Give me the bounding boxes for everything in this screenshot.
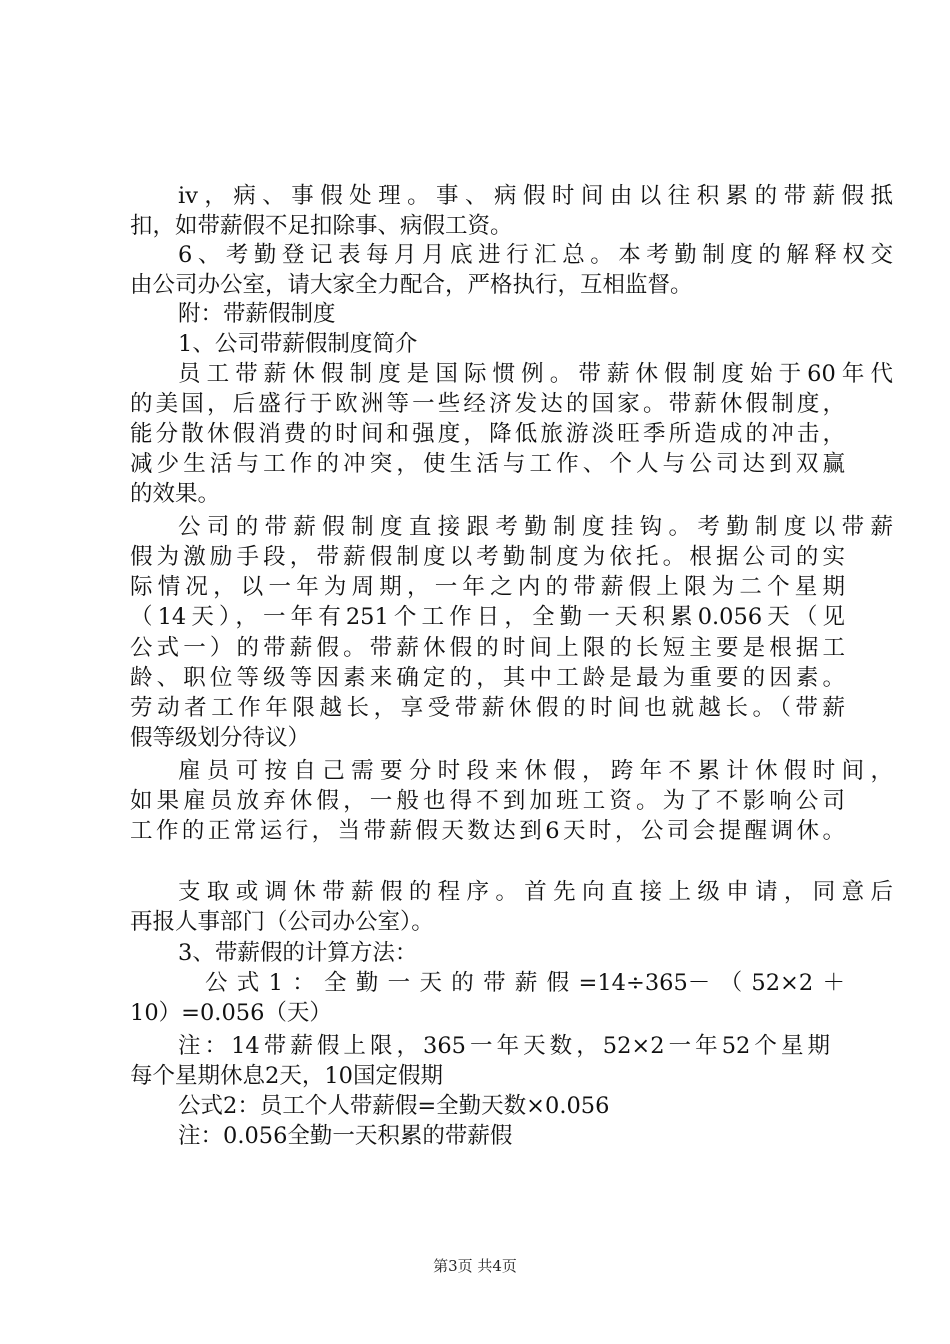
- section-heading: 1、公司带薪假制度简介: [178, 331, 418, 357]
- paragraph-line: 扣，如带薪假不足扣除事、病假工资。: [130, 213, 513, 239]
- paragraph-line: 6、考勤登记表每月月底进行汇总。本考勤制度的解释权交: [178, 242, 893, 268]
- section-heading: 附：带薪假制度: [178, 301, 336, 327]
- paragraph-line: 由公司办公室，请大家全力配合，严格执行，互相监督。: [130, 272, 693, 298]
- formula-line: 10）=0.056（天）: [130, 1000, 332, 1026]
- paragraph-line: 能分散休假消费的时间和强度，降低旅游淡旺季所造成的冲击，: [130, 421, 845, 447]
- paragraph-line: 如果雇员放弃休假，一般也得不到加班工资。为了不影响公司: [130, 788, 845, 814]
- note-line: 注：0.056全勤一天积累的带薪假: [178, 1123, 513, 1149]
- paragraph-line: 龄、职位等级等因素来确定的，其中工龄是最为重要的因素。: [130, 665, 845, 691]
- paragraph-line: 的美国，后盛行于欧洲等一些经济发达的国家。带薪休假制度，: [130, 391, 845, 417]
- paragraph-line: （14天），一年有251个工作日，全勤一天积累0.056天（见: [130, 604, 845, 630]
- paragraph-line: 支取或调休带薪假的程序。首先向直接上级申请，同意后: [178, 879, 893, 905]
- formula-line: 公式2：员工个人带薪假=全勤天数×0.056: [178, 1093, 610, 1119]
- paragraph-line: 再报人事部门（公司办公室）。: [130, 909, 434, 935]
- paragraph-line: 公式一）的带薪假。带薪休假的时间上限的长短主要是根据工: [130, 635, 845, 661]
- paragraph-line: 员工带薪休假制度是国际惯例。带薪休假制度始于60年代: [178, 361, 893, 387]
- paragraph-line: 工作的正常运行，当带薪假天数达到6天时，公司会提醒调休。: [130, 818, 845, 844]
- section-heading: 3、带薪假的计算方法：: [178, 940, 418, 966]
- paragraph-line: 劳动者工作年限越长，享受带薪休假的时间也就越长。（带薪: [130, 695, 845, 721]
- paragraph-line: 减少生活与工作的冲突，使生活与工作、个人与公司达到双赢: [130, 451, 845, 477]
- note-line: 注：14带薪假上限，365一年天数，52×2一年52个星期: [178, 1033, 830, 1059]
- note-line: 每个星期休息2天，10国定假期: [130, 1063, 443, 1089]
- paragraph-line: 公司的带薪假制度直接跟考勤制度挂钩。考勤制度以带薪: [178, 514, 893, 540]
- formula-line: 公式1：全勤一天的带薪假=14÷365－（52×2＋: [205, 970, 845, 996]
- paragraph-line: 雇员可按自己需要分时段来休假，跨年不累计休假时间，: [178, 758, 893, 784]
- paragraph-line: 际情况，以一年为周期，一年之内的带薪假上限为二个星期: [130, 574, 845, 600]
- paragraph-line: 假为激励手段，带薪假制度以考勤制度为依托。根据公司的实: [130, 544, 845, 570]
- paragraph-line: iv，病、事假处理。事、病假时间由以往积累的带薪假抵: [178, 183, 893, 209]
- page-footer: 第3页 共4页: [433, 1257, 517, 1275]
- paragraph-line: 的效果。: [130, 481, 221, 507]
- paragraph-line: 假等级划分待议）: [130, 725, 311, 751]
